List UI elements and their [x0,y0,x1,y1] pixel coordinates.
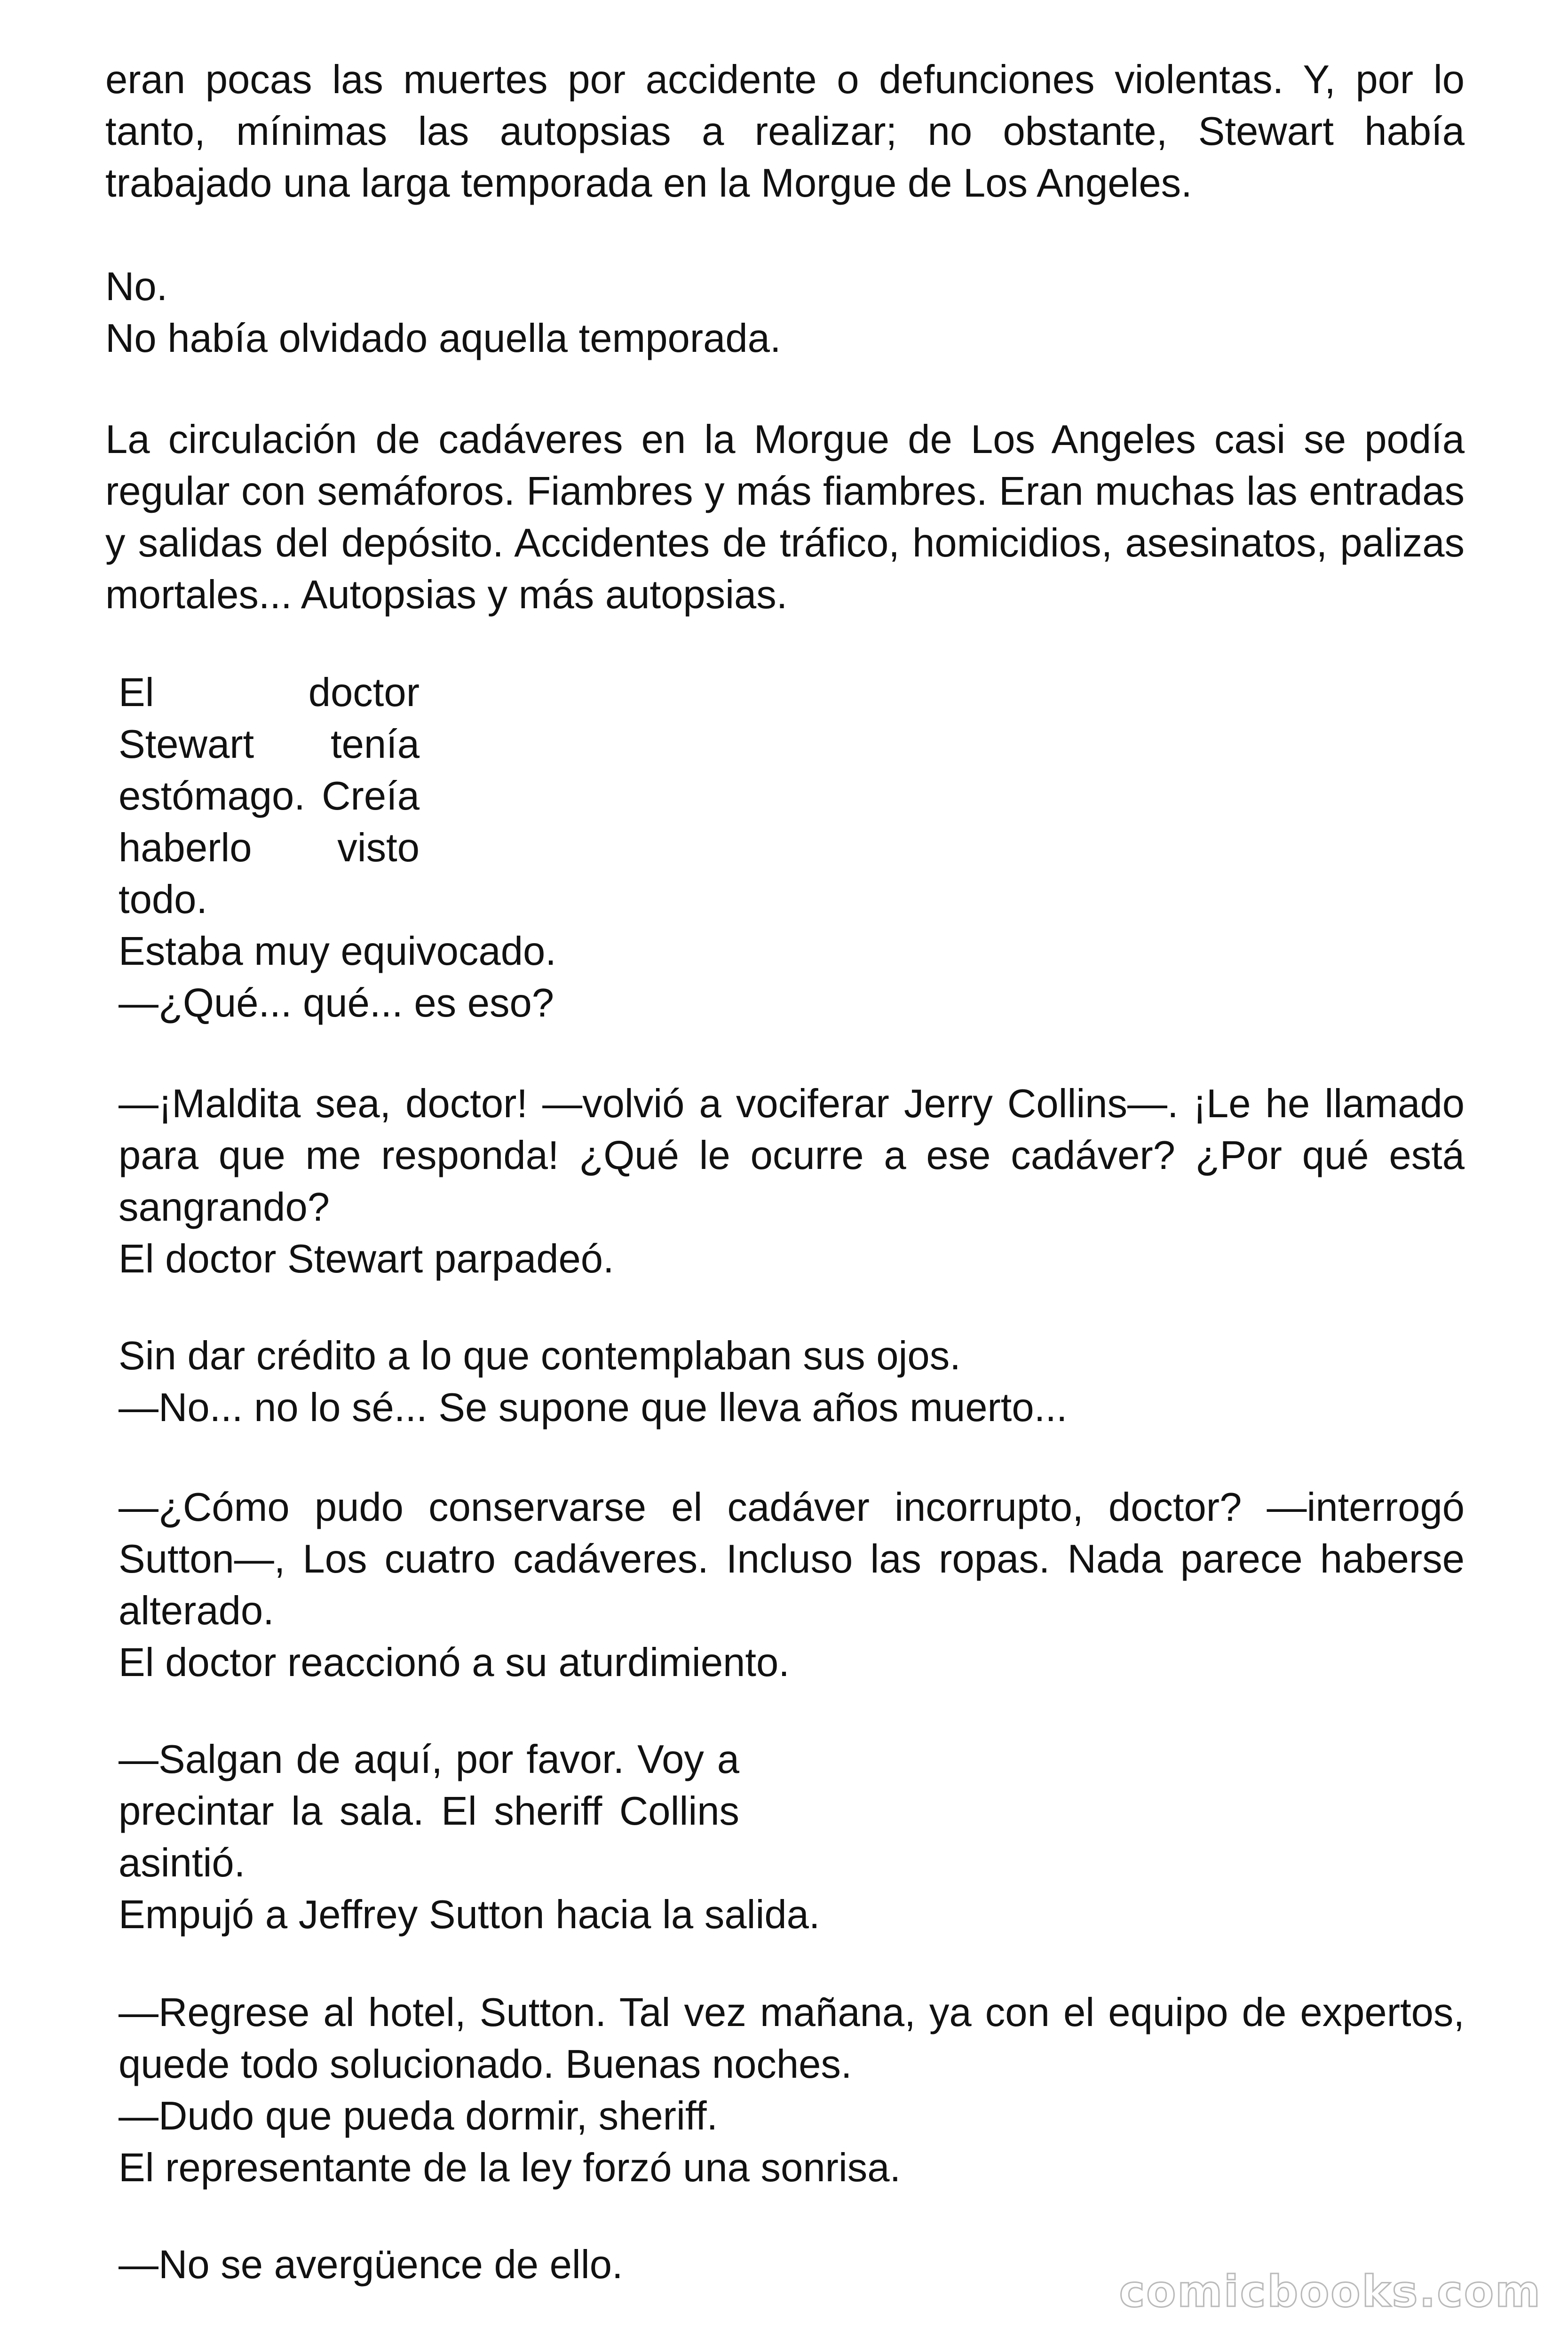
paragraph-1: eran pocas las muertes por accidente o defunciones violentas. Y, por lo tanto, mínimas las autopsias a realizar; no obstante, Stewart había trabajado una larga temporada en la Morgue de Los Angeles. [105,57,1465,206]
paragraph-9-line-2: —Dudo que pueda dormir, sheriff. [119,2094,718,2138]
paragraph-9-text: —Regrese al hotel, Sutton. Tal vez mañana, ya con el equipo de expertos, quede todo solucionado. Buenas noches. [119,1990,1465,2087]
paragraph-9 [119,1987,1465,2194]
paragraph-9-line-3: El representante de la ley forzó una sonrisa. [119,2145,901,2190]
paragraph-8 [119,1734,820,1941]
paragraph-4-narrow: El doctor Stewart tenía estómago. Creía haberlo visto todo. [119,670,420,922]
paragraph-8-mid: —Salgan de aquí, por favor. Voy a precintar la sala. El sheriff Collins asintió. [119,1737,739,1885]
watermark-logo: comicbooks.com [1119,2266,1542,2317]
paragraph-6-line-1: Sin dar crédito a lo que contemplaban sus ojos. [119,1334,961,1378]
paragraph-5-line-2: El doctor Stewart parpadeó. [119,1237,614,1281]
paragraph-5 [119,1078,1465,1285]
paragraph-10: —No se avergüence de ello. [119,2242,623,2287]
paragraph-2-line-2: No había olvidado aquella temporada. [105,316,781,361]
paragraph-4 [119,667,777,1029]
paragraph-7-text: —¿Cómo pudo conservarse el cadáver incorrupto, doctor? —interrogó Sutton—, Los cuatro cadáveres. Incluso las ropas. Nada parece haberse alterado. [119,1485,1465,1633]
paragraph-3: La circulación de cadáveres en la Morgue de Los Angeles casi se podía regular con semáforos. Fiambres y más fiambres. Eran muchas las entradas y salidas del depósito. Accidentes de tráfico, homicidios, asesinatos, palizas mortales... Autopsias y más autopsias. [105,417,1465,617]
paragraph-5-text: —¡Maldita sea, doctor! —volvió a vociferar Jerry Collins—. ¡Le he llamado para que me responda! ¿Qué le ocurre a ese cadáver? ¿Por qué está sangrando? [119,1081,1465,1230]
paragraph-2 [105,261,1465,365]
paragraph-4-line-2: Estaba muy equivocado. [119,929,556,974]
paragraph-7 [119,1482,1465,1689]
paragraph-7-line-2: El doctor reaccionó a su aturdimiento. [119,1640,790,1685]
paragraph-4-line-3: —¿Qué... qué... es eso? [119,981,554,1025]
paragraph-8-line-2: Empujó a Jeffrey Sutton hacia la salida. [119,1892,820,1937]
paragraph-6-line-2: —No... no lo sé... Se supone que lleva años muerto... [119,1385,1068,1430]
paragraph-2-line-1: No. [105,264,168,309]
paragraph-6 [119,1330,1465,1434]
